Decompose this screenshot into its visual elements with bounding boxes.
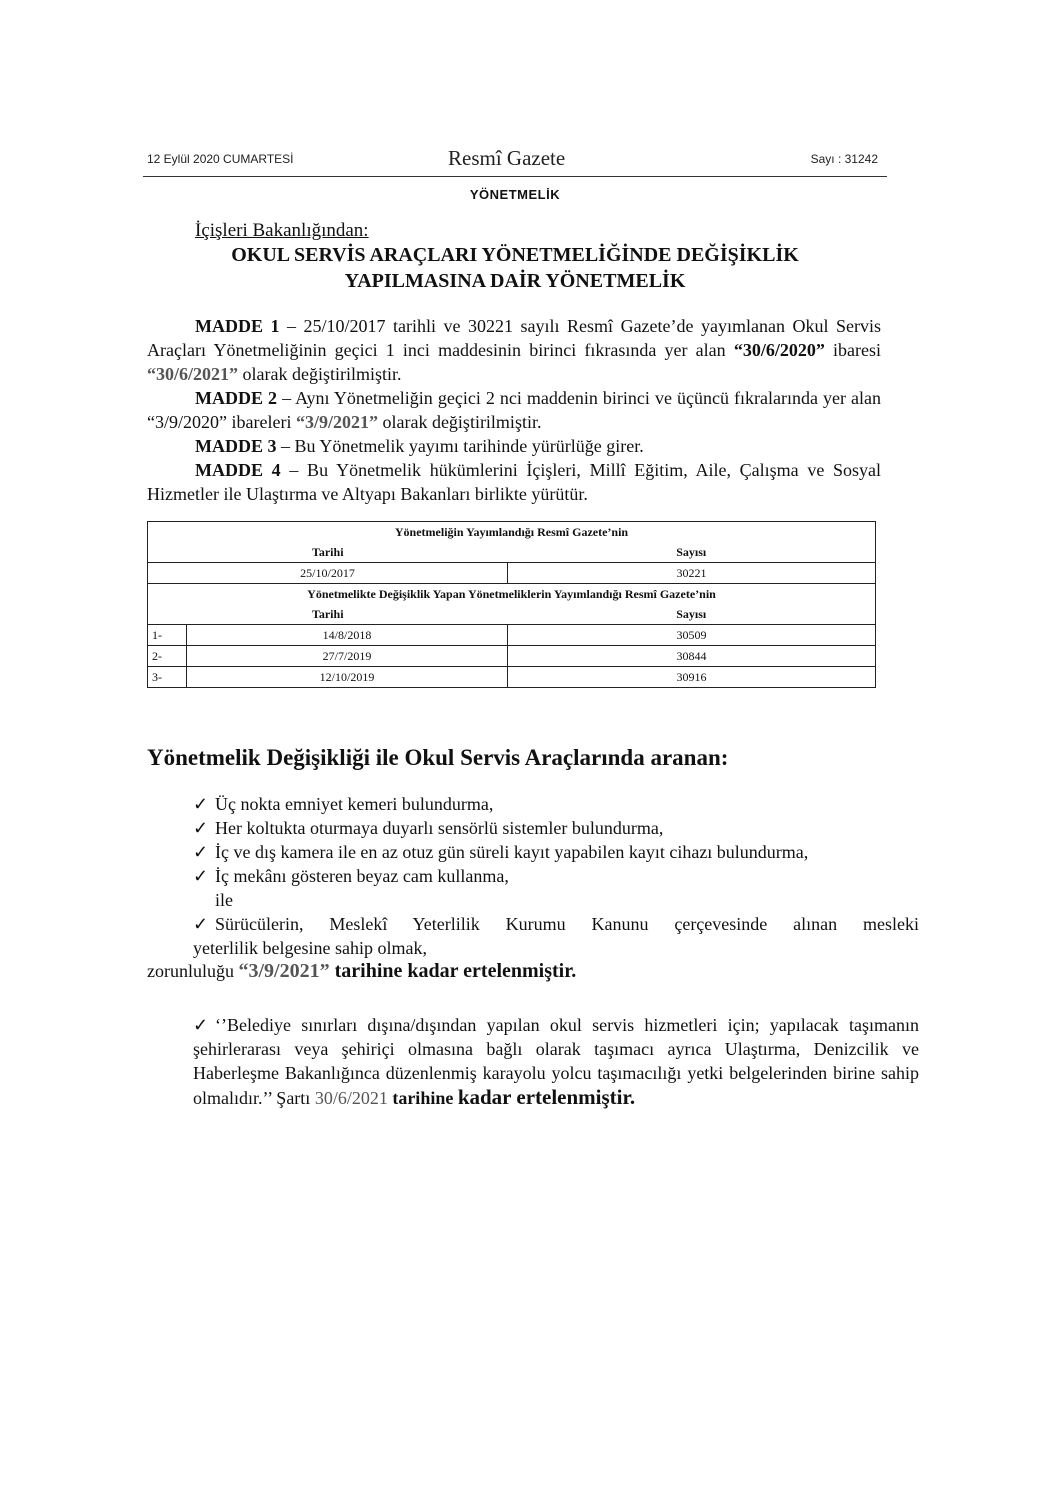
ministry-name: İçişleri Bakanlığından:	[195, 220, 369, 241]
article-2-label: MADDE 2	[195, 388, 278, 408]
header-divider	[143, 176, 887, 177]
list-item: ✓ Üç nokta emniyet kemeri bulundurma,	[193, 794, 494, 814]
table-row: 1- 14/8/2018 30509	[148, 625, 876, 646]
article-2: MADDE 2 – Aynı Yönetmeliğin geçici 2 nci maddenin birinci ve üçüncü fıkralarında yer alan “3/9/2020” ibareleri “3/9/2021” olarak değiştirilmiştir.	[147, 388, 881, 432]
article-4: MADDE 4 – Bu Yönetmelik hükümlerini İçişleri, Millî Eğitim, Aile, Çalışma ve Sosyal Hizmetler ile Ulaştırma ve Altyapı Bakanları birlikte yürütür.	[147, 460, 881, 504]
table-row: 2- 27/7/2019 30844	[148, 646, 876, 667]
article-1: MADDE 1 – 25/10/2017 tarihli ve 30221 sayılı Resmî Gazete’de yayımlanan Okul Servis Araçları Yönetmeliğinin geçici 1 inci maddesinin birinci fıkrasında yer alan “30/6/2020” ibaresi “30/6/2021” olarak değiştirilmiştir.	[147, 316, 882, 384]
postponement-statement: zorunluluğu “3/9/2021” tarihine kadar ertelenmiştir.	[147, 960, 577, 982]
table-row: 3- 12/10/2019 30916	[148, 667, 876, 688]
article-3-label: MADDE 3	[195, 436, 277, 456]
publication-table	[147, 521, 876, 688]
section-label: YÖNETMELİK	[469, 187, 561, 202]
summary-heading: Yönetmelik Değişikliği ile Okul Servis Araçlarında aranan:	[147, 745, 729, 770]
article-3: MADDE 3 – Bu Yönetmelik yayımı tarihinde yürürlüğe girer.	[195, 436, 644, 456]
checkmark-icon: ✓	[193, 794, 209, 814]
checkmark-icon: ✓	[193, 842, 209, 862]
connector-word: ile	[215, 890, 233, 910]
col-number-header: Sayısı	[508, 542, 876, 563]
original-date: 25/10/2017	[148, 563, 508, 584]
old-date: “30/6/2020”	[733, 340, 825, 360]
list-item-continuation: yeterlilik belgesine sahip olmak,	[193, 938, 427, 958]
postponed-date: “3/9/2021”	[238, 960, 330, 982]
regulation-title	[143, 242, 887, 294]
title-line-1: OKUL SERVİS ARAÇLARI YÖNETMELİĞİNDE DEĞİŞİKLİK	[231, 244, 799, 266]
issue-number: Sayı : 31242	[810, 152, 878, 166]
checkmark-icon: ✓	[193, 818, 209, 838]
postponed-date: 30/6/2021	[314, 1088, 388, 1108]
requirements-list	[193, 792, 919, 960]
list-item: ✓ Her koltukta oturmaya duyarlı sensörlü sistemler bulundurma,	[193, 818, 664, 838]
new-date: “3/9/2021”	[295, 412, 378, 432]
col-number-header: Sayısı	[508, 604, 876, 625]
list-item: ✓ İç mekânı gösteren beyaz cam kullanma,	[193, 866, 509, 886]
gazette-name: Resmî Gazete	[448, 146, 566, 170]
original-number: 30221	[508, 563, 876, 584]
new-date: “30/6/2021”	[147, 364, 239, 384]
checkmark-icon: ✓	[193, 866, 209, 886]
title-line-2: YAPILMASINA DAİR YÖNETMELİK	[344, 270, 686, 292]
list-item: ✓ Sürücülerin, Meslekî Yeterlilik Kurumu Kanunu çerçevesinde alınan mesleki	[193, 914, 919, 934]
table-header-amendments: Yönetmelikte Değişiklik Yapan Yönetmeliklerin Yayımlandığı Resmî Gazete’nin	[148, 584, 876, 605]
header-date: 12 Eylül 2020 CUMARTESİ	[147, 152, 294, 166]
article-1-label: MADDE 1	[195, 316, 280, 336]
col-date-header: Tarihi	[148, 542, 508, 563]
col-date-header: Tarihi	[148, 604, 508, 625]
table-header-original: Yönetmeliğin Yayımlandığı Resmî Gazete’nin	[148, 522, 876, 543]
list-item: ✓ İç ve dış kamera ile en az otuz gün süreli kayıt yapabilen kayıt cihazı bulundurma,	[193, 842, 809, 862]
checkmark-icon: ✓	[193, 914, 209, 934]
quoted-condition: ✓ ‘’Belediye sınırları dışına/dışından yapılan okul servis hizmetleri için; yapılacak taşımanın şehirlerarası veya şehiriçi olmasına bağlı olarak taşımacı ayrıca Ulaştırma, Denizcilik ve Haberleşme Bakanlığınca düzenlenmiş karayolu yolcu taşımacılığı yetki belgelerinden birine sahip olmalıdır.’’ Şartı 30/6/2021 tarihine kadar ertelenmiştir.	[193, 1015, 919, 1109]
article-4-label: MADDE 4	[195, 460, 281, 480]
checkmark-icon: ✓	[193, 1015, 209, 1035]
